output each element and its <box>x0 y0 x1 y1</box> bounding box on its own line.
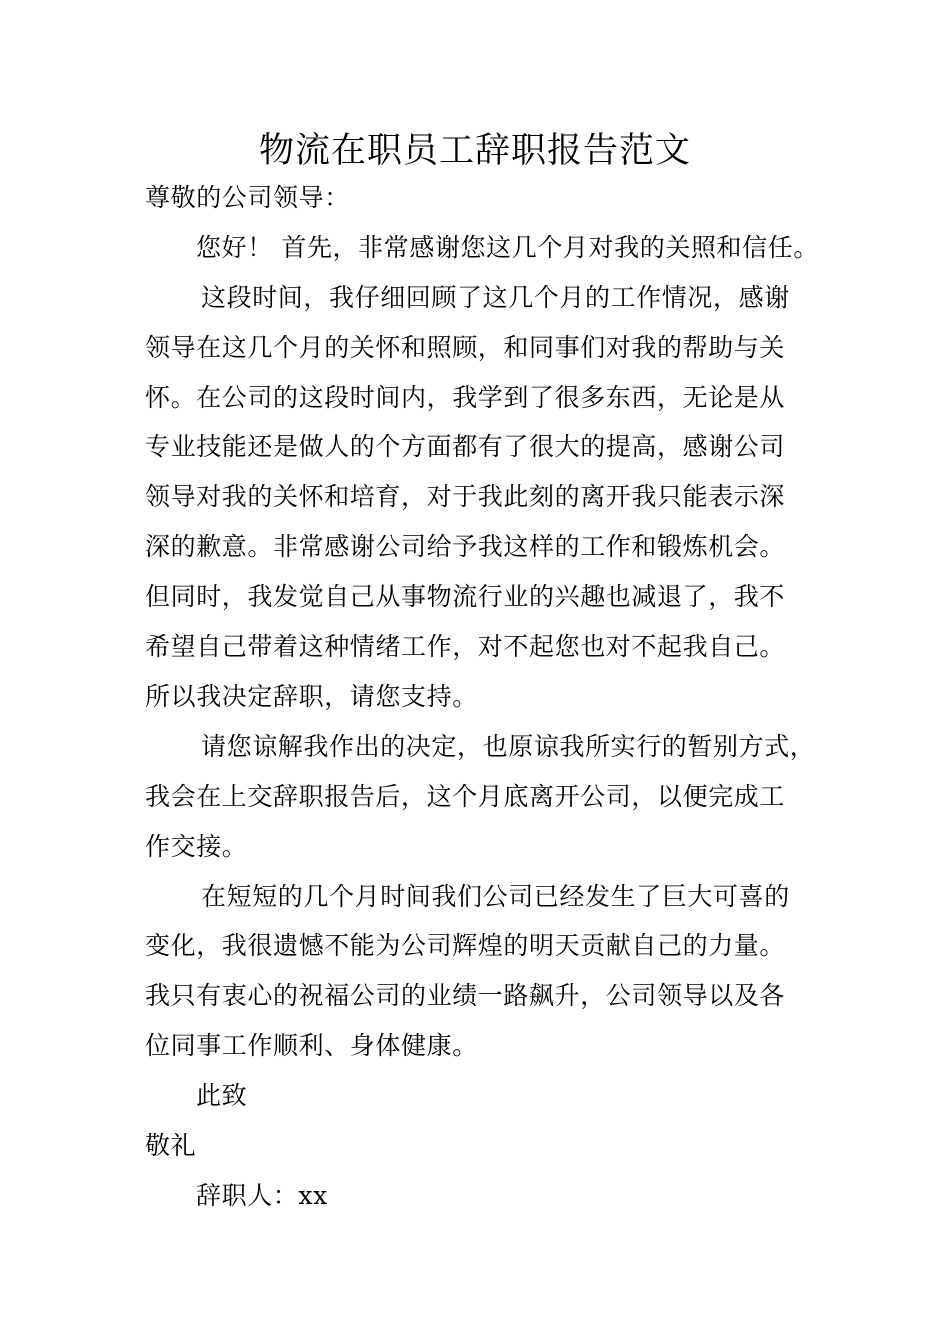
closing-zhizhi: 此致 <box>196 1081 248 1110</box>
paragraph-3-line-1: 在短短的几个月时间我们公司已经发生了巨大可喜的 <box>201 882 790 911</box>
paragraph-3-line-4: 位同事工作顺利、身体健康。 <box>145 1031 478 1060</box>
paragraph-1-line-2: 领导在这几个月的关怀和照顾，和同事们对我的帮助与关 <box>145 333 786 362</box>
paragraph-1-line-4: 专业技能还是做人的个方面都有了很大的提高，感谢公司 <box>145 432 786 461</box>
paragraph-1-line-8: 希望自己带着这种情绪工作，对不起您也对不起我自己。 <box>145 632 786 661</box>
paragraph-3-line-3: 我只有衷心的祝福公司的业绩一路飙升，公司领导以及各 <box>145 981 786 1010</box>
greeting: 您好！ 首先，非常感谢您这几个月对我的关照和信任。 <box>196 233 819 262</box>
paragraph-2-line-1: 请您谅解我作出的决定，也原谅我所实行的暂别方式， <box>201 732 816 761</box>
paragraph-2-line-3: 作交接。 <box>145 832 248 861</box>
paragraph-1-line-9: 所以我决定辞职，请您支持。 <box>145 682 478 711</box>
closing-jingli: 敬礼 <box>145 1131 197 1160</box>
document-title: 物流在职员工辞职报告范文 <box>258 131 691 171</box>
signature: 辞职人：xx <box>196 1181 328 1210</box>
paragraph-1-line-6: 深的歉意。非常感谢公司给予我这样的工作和锻炼机会。 <box>145 532 786 561</box>
paragraph-1-line-5: 领导对我的关怀和培育，对于我此刻的离开我只能表示深 <box>145 482 786 511</box>
paragraph-1-line-3: 怀。在公司的这段时间内，我学到了很多东西，无论是从 <box>145 383 786 412</box>
salutation: 尊敬的公司领导： <box>145 183 350 212</box>
paragraph-1-line-1: 这段时间，我仔细回顾了这几个月的工作情况，感谢 <box>201 283 790 312</box>
paragraph-2-line-2: 我会在上交辞职报告后，这个月底离开公司，以便完成工 <box>145 782 786 811</box>
paragraph-3-line-2: 变化，我很遗憾不能为公司辉煌的明天贡献自己的力量。 <box>145 931 786 960</box>
paragraph-1-line-7: 但同时，我发觉自己从事物流行业的兴趣也减退了，我不 <box>145 582 786 611</box>
